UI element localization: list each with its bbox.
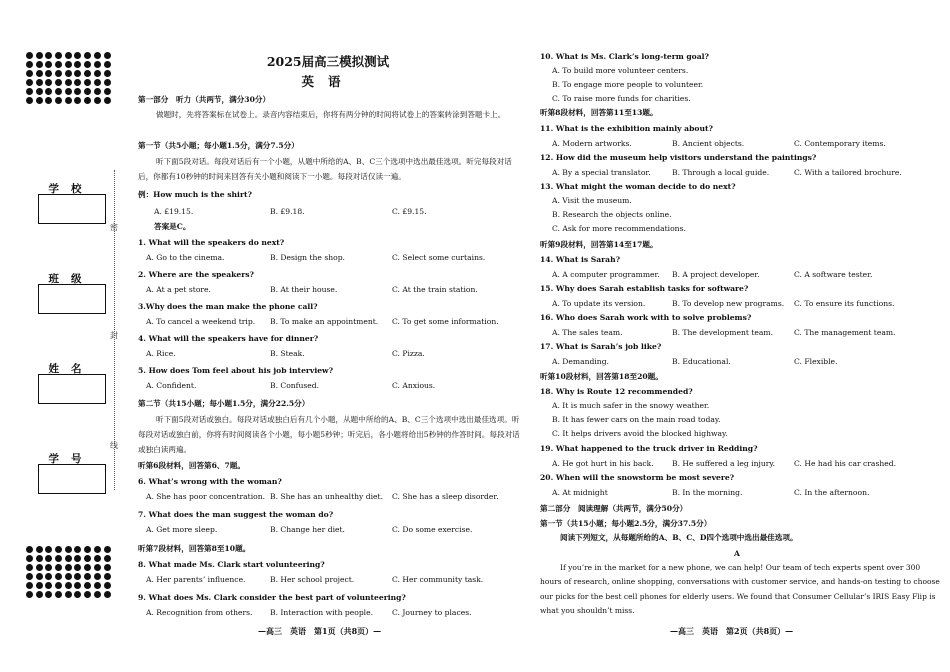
question-text: 9. What does Ms. Clark consider the best part of volunteering? [138,593,406,602]
answer-option[interactable]: B. Her school project. [270,575,355,584]
dot-mark [84,70,91,77]
dot-mark [84,97,91,104]
answer-option[interactable]: B. Design the shop. [270,253,345,262]
dot-mark [84,52,91,59]
dot-mark [55,97,62,104]
question-text: 4. What will the speakers have for dinner? [138,334,319,343]
answer-option[interactable]: C. Do some exercise. [392,525,473,534]
field-label-school: 学校 [48,183,94,195]
answer-option[interactable]: B. Research the objects online. [552,210,672,219]
dot-mark [36,582,43,589]
question-text: 3.Why does the man make the phone call? [138,302,318,311]
dot-mark [36,573,43,580]
answer-option[interactable]: A. At a pet store. [146,285,211,294]
answer-option[interactable]: C. With a tailored brochure. [794,168,902,177]
dot-mark [36,79,43,86]
dot-mark [36,52,43,59]
dot-mark [55,573,62,580]
dot-mark [74,70,81,77]
answer-option[interactable]: B. Confused. [270,381,320,390]
dot-mark [94,564,101,571]
section1-instructions: 听下面5段对话。每段对话后有一个小题，从题中所给的A、B、C三个选项中选出最佳选项。听完每段对话后，你都有10秒钟的时间来回答有关小题和阅读下一小题。每段对话仅读一遍。 [138,157,512,181]
question-text: 13. What might the woman decide to do next? [540,182,736,191]
passage-a-label: A [734,549,740,558]
answer-option[interactable]: A. To cancel a weekend trip. [146,317,256,326]
answer-option[interactable]: A. Modern artworks. [552,139,632,148]
dot-mark [65,97,72,104]
dot-mark [45,591,52,598]
dot-mark [65,52,72,59]
dot-mark [65,546,72,553]
dot-mark [65,79,72,86]
dot-mark [55,70,62,77]
dot-mark [45,79,52,86]
dot-mark [84,546,91,553]
dot-mark [84,573,91,580]
answer-option[interactable]: C. To get some information. [392,317,499,326]
dot-mark [26,555,33,562]
dot-mark [104,88,111,95]
seal-char-1: 密 [110,223,118,232]
dot-mark [74,573,81,580]
answer-option[interactable]: A. Confident. [146,381,197,390]
seal-char-3: 线 [110,441,118,450]
section2-instructions: 听下面5段对话或独白。每段对话或独白后有几个小题，从题中所给的A、B、C三个选项中选出最佳选项。听每段对话或独白前，你将有时间阅读各个小题，每小题5秒钟；听完后，各小题将给出5秒钟的作答时间。每段对话或独白读两遍。 [138,415,520,454]
dot-mark [65,555,72,562]
answer-option[interactable]: C. At the train station. [392,285,478,294]
seal-char-2: 封 [110,331,118,340]
dot-mark [74,591,81,598]
reading-instructions: 阅读下列短文，从每题所给的A、B、C、D四个选项中选出最佳选项。 [560,533,798,542]
passage-a-text: If you’re in the market for a new phone, we can help! Our team of tech experts spent over 300 hours of research, online shopping, conversations with customer service, and hands-on testing to choose our picks for the best cell phones for elderly users. We found that Consumer Cellular’s IRIS Easy Flip is what you shouldn’t miss. [540,563,940,615]
dot-mark [55,546,62,553]
dot-mark [94,52,101,59]
dot-mark [74,555,81,562]
dot-mark [104,564,111,571]
dot-mark [26,546,33,553]
question-text: 10. What is Ms. Clark’s long-term goal? [540,52,710,61]
binding-strip [0,0,118,672]
answer-option[interactable]: A. To build more volunteer centers. [552,66,689,75]
dot-mark [26,61,33,68]
dot-mark [36,61,43,68]
dot-mark [104,582,111,589]
dot-mark [26,582,33,589]
dot-mark [26,88,33,95]
dot-mark [104,573,111,580]
answer-option[interactable]: C. The management team. [794,328,896,337]
dot-mark [26,79,33,86]
part1-heading: 第一部分 听力（共两节，满分30分） [138,95,271,104]
example-answer: 答案是C。 [154,222,191,231]
answer-option[interactable]: B. Ancient objects. [672,139,745,148]
answer-option[interactable]: C. In the afternoon. [794,488,870,497]
answer-option[interactable]: A. Get more sleep. [146,525,218,534]
dot-mark [74,97,81,104]
question-text: 7. What does the man suggest the woman do? [138,510,334,519]
answer-option[interactable]: C. Select some curtains. [392,253,486,262]
dot-mark [65,582,72,589]
answer-option[interactable]: A. Visit the museum. [552,196,632,205]
dot-mark [65,88,72,95]
dot-mark [74,582,81,589]
answer-option[interactable]: C. It helps drivers avoid the blocked highway. [552,429,728,438]
answer-option[interactable]: B. Educational. [672,357,731,366]
dot-mark [104,97,111,104]
dot-mark [104,52,111,59]
answer-option[interactable]: A. Her parents’ influence. [146,575,246,584]
field-box-id[interactable] [38,464,106,494]
dot-mark [104,591,111,598]
question-text: 6. What’s wrong with the woman? [138,477,282,486]
dot-mark [94,70,101,77]
dot-mark [26,564,33,571]
dot-mark [36,546,43,553]
dot-mark [26,591,33,598]
answer-option[interactable]: A. It is much safer in the snowy weather. [552,401,710,410]
dot-mark [36,97,43,104]
dot-mark [74,61,81,68]
dot-mark [94,88,101,95]
dot-mark [45,61,52,68]
question-text: 18. Why is Route 12 recommended? [540,387,693,396]
dot-mark [74,52,81,59]
answer-option[interactable]: B. Through a local guide. [672,168,770,177]
dot-mark [94,97,101,104]
dot-mark [26,52,33,59]
material-6-note: 听第6段材料，回答第6、7题。 [138,461,245,470]
answer-option[interactable]: A. A computer programmer. [552,270,660,279]
dot-mark [94,79,101,86]
dot-mark [84,61,91,68]
dot-mark [74,546,81,553]
dot-mark [45,97,52,104]
example-option-c: C. £9.15. [392,207,427,216]
exam-title: 2025届高三模拟测试 [266,54,390,69]
answer-option[interactable]: B. He suffered a leg injury. [672,459,776,468]
answer-option[interactable]: B. In the morning. [672,488,743,497]
dot-mark [55,88,62,95]
answer-option[interactable]: C. To ensure its functions. [794,299,895,308]
answer-option[interactable]: C. Ask for more recommendations. [552,224,686,233]
answer-option[interactable]: C. To raise more funds for charities. [552,94,691,103]
material-7-note: 听第7段材料，回答第8至10题。 [138,544,251,553]
answer-option[interactable]: C. Flexible. [794,357,838,366]
material-9-note: 听第9段材料，回答第14至17题。 [540,240,658,249]
field-box-school[interactable] [38,194,106,224]
dot-mark [65,591,72,598]
question-text: 14. What is Sarah? [540,255,621,264]
answer-option[interactable]: B. Steak. [270,349,305,358]
answer-option[interactable]: A. Demanding. [552,357,609,366]
dot-mark [65,70,72,77]
question-text: 5. How does Tom feel about his job interview? [138,366,334,375]
answer-option[interactable]: B. She has an unhealthy diet. [270,492,383,501]
dot-mark [45,555,52,562]
answer-option[interactable]: C. A software tester. [794,270,873,279]
dot-mark [94,61,101,68]
dot-mark [104,61,111,68]
answer-option[interactable]: B. To make an appointment. [270,317,379,326]
material-8-note: 听第8段材料，回答第11至13题。 [540,108,658,117]
answer-option[interactable]: A. Go to the cinema. [146,253,225,262]
answer-option[interactable]: B. The development team. [672,328,774,337]
answer-option[interactable]: B. At their house. [270,285,338,294]
dot-mark [74,79,81,86]
dot-mark [94,591,101,598]
dot-mark [26,573,33,580]
dot-mark [104,79,111,86]
dot-mark [55,52,62,59]
dot-mark [55,591,62,598]
dot-mark [36,591,43,598]
answer-option[interactable]: A. Rice. [146,349,176,358]
dot-pattern-bottom [26,546,114,598]
question-text: 16. Who does Sarah work with to solve problems? [540,313,752,322]
example-option-b: B. £9.18. [270,207,305,216]
dot-mark [45,582,52,589]
question-text: 2. Where are the speakers? [138,270,254,279]
dot-mark [55,61,62,68]
dot-mark [65,61,72,68]
dot-mark [84,564,91,571]
answer-option[interactable]: C. He had his car crashed. [794,459,897,468]
dot-mark [26,97,33,104]
instructions-1: 做题时，先将答案标在试卷上。录音内容结束后，你将有两分钟的时间将试卷上的答案转涂到答题卡上。 [156,110,506,119]
part2-section1-heading: 第一节（共15小题；每小题2.5分，满分37.5分） [540,519,712,528]
dot-mark [94,555,101,562]
dot-mark [55,555,62,562]
dot-mark [84,79,91,86]
dot-mark [84,591,91,598]
dot-mark [45,70,52,77]
part2-heading: 第二部分 阅读理解（共两节，满分50分） [540,504,688,513]
field-label-name: 姓名 [48,363,94,375]
dot-mark [104,70,111,77]
section2-heading: 第二节（共15小题；每小题1.5分，满分22.5分） [138,399,310,408]
material-10-note: 听第10段材料，回答第18至20题。 [540,372,663,381]
answer-option[interactable]: B. It has fewer cars on the main road today. [552,415,721,424]
question-text: 8. What made Ms. Clark start volunteering? [138,560,325,569]
field-box-name[interactable] [38,374,106,404]
dot-mark [36,564,43,571]
dot-mark [45,564,52,571]
dot-mark [84,582,91,589]
answer-option[interactable]: A. By a special translator. [552,168,651,177]
dot-mark [36,555,43,562]
answer-option[interactable]: B. To develop new programs. [672,299,785,308]
answer-option[interactable]: B. A project developer. [672,270,760,279]
answer-option[interactable]: C. She has a sleep disorder. [392,492,499,501]
dot-mark [55,79,62,86]
dot-mark [74,88,81,95]
answer-option[interactable]: C. Pizza. [392,349,425,358]
dot-mark [65,564,72,571]
dot-mark [55,564,62,571]
answer-option[interactable]: A. She has poor concentration. [146,492,266,501]
dot-mark [104,546,111,553]
example-question: 例：How much is the shirt? [138,190,252,199]
exam-subject: 英语 [301,74,355,89]
question-text: 11. What is the exhibition mainly about? [540,124,713,133]
answer-option[interactable]: A. The sales team. [552,328,623,337]
page-2-footer: —高三 英语 第2页（共8页）— [670,626,794,636]
dot-mark [36,88,43,95]
question-text: 12. How did the museum help visitors understand the paintings? [540,153,817,162]
answer-option[interactable]: B. Change her diet. [270,525,345,534]
dot-mark [94,546,101,553]
answer-option[interactable]: C. Her community task. [392,575,484,584]
answer-option[interactable]: B. To engage more people to volunteer. [552,80,704,89]
answer-option[interactable]: A. Recognition from others. [146,608,253,617]
page-1-footer: —高三 英语 第1页（共8页）— [258,626,382,636]
answer-option[interactable]: A. To update its version. [552,299,646,308]
dot-mark [45,88,52,95]
dot-mark [94,573,101,580]
dot-pattern-top [26,52,114,104]
question-text: 1. What will the speakers do next? [138,238,285,247]
dot-mark [84,555,91,562]
field-label-class: 班级 [48,273,94,285]
dot-mark [26,70,33,77]
dot-mark [65,573,72,580]
dot-mark [74,564,81,571]
answer-option[interactable]: C. Anxious. [392,381,436,390]
dot-mark [94,582,101,589]
question-text: 17. What is Sarah’s job like? [540,342,662,351]
example-option-a: A. £19.15. [154,207,194,216]
answer-option[interactable]: A. He got hurt in his back. [552,459,654,468]
dot-mark [45,573,52,580]
answer-option[interactable]: C. Contemporary items. [794,139,886,148]
dot-mark [45,52,52,59]
dot-mark [45,546,52,553]
question-text: 20. When will the snowstorm be most severe? [540,473,735,482]
section1-heading: 第一节（共5小题；每小题1.5分，满分7.5分） [138,141,299,150]
dot-mark [84,88,91,95]
field-label-id: 学号 [48,453,94,465]
question-text: 19. What happened to the truck driver in Redding? [540,444,758,453]
dot-mark [36,70,43,77]
answer-option[interactable]: C. Journey to places. [392,608,472,617]
question-text: 15. Why does Sarah establish tasks for software? [540,284,749,293]
dot-mark [104,555,111,562]
dot-mark [55,582,62,589]
answer-option[interactable]: B. Interaction with people. [270,608,374,617]
field-box-class[interactable] [38,284,106,314]
answer-option[interactable]: A. At midnight [552,488,608,497]
